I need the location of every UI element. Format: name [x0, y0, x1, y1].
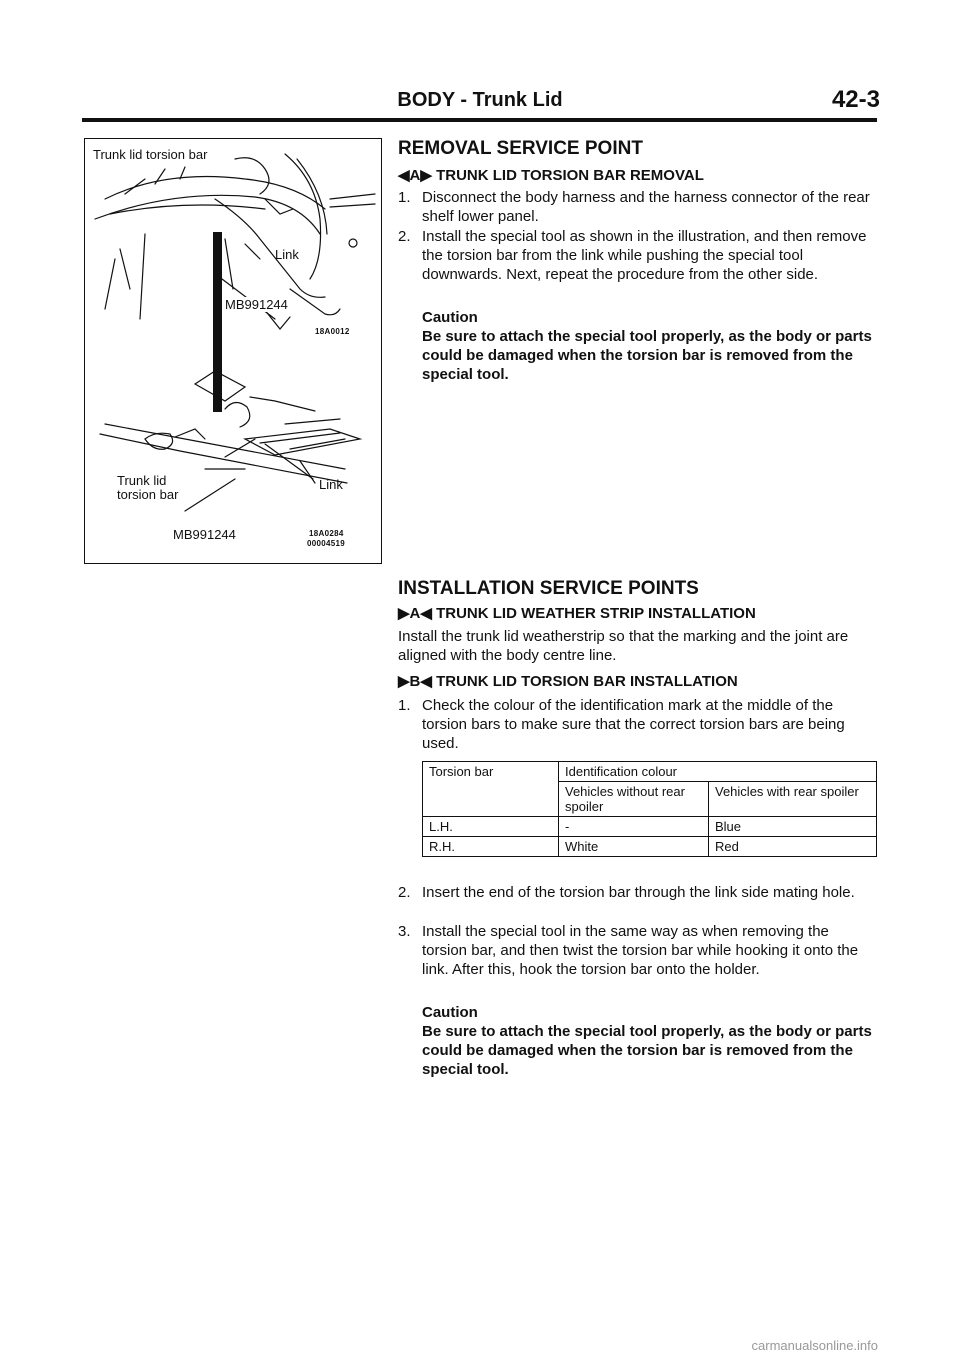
figure-code-bottom-2: 00004519 — [307, 539, 345, 548]
figure-code-bottom-1: 18A0284 — [309, 529, 344, 538]
removal-caution-text: Be sure to attach the special tool properly, as the body or parts could be damaged when the torsion bar is removed from the special tool. — [422, 328, 872, 383]
installation-step-1 — [398, 696, 878, 756]
removal-sub-prefix: ◀A▶ — [398, 167, 432, 184]
figure-label-trunk-lid: Trunk lid — [117, 473, 167, 488]
figure-label-link-top: Link — [275, 247, 299, 262]
footer-watermark: carmanualsonline.info — [751, 1338, 878, 1353]
table-cell: White — [559, 837, 709, 857]
removal-step-1-text: Disconnect the body harness and the harness connector of the rear shelf lower panel. — [422, 189, 870, 225]
removal-sub-text: TRUNK LID TORSION BAR REMOVAL — [436, 167, 704, 184]
removal-step-2-text: Install the special tool as shown in the illustration, and then remove the torsion bar from the link while pushing the special tool downwards. Next, repeat the procedure from the other side. — [422, 228, 867, 283]
table-cell: - — [559, 817, 709, 837]
installation-step-2-text: Insert the end of the torsion bar through the link side mating hole. — [422, 884, 855, 901]
figure-label-torsion-bar-bottom: torsion bar — [117, 487, 179, 502]
table-cell: L.H. — [423, 817, 559, 837]
table-header-without-spoiler: Vehicles without rear spoiler — [559, 782, 709, 817]
installation-sub-b-text: TRUNK LID TORSION BAR INSTALLATION — [436, 673, 738, 690]
illustration-frame — [84, 138, 382, 564]
table-cell: R.H. — [423, 837, 559, 857]
removal-step-2-number: 2. — [398, 228, 411, 245]
installation-heading: INSTALLATION SERVICE POINTS — [398, 578, 699, 599]
installation-step-1-number: 1. — [398, 697, 411, 714]
installation-step-2 — [398, 883, 878, 923]
installation-sub-b-prefix: ▶B◀ — [398, 673, 432, 690]
installation-step-3-number: 3. — [398, 923, 411, 940]
installation-subheading-a — [398, 604, 878, 622]
table-cell: Red — [709, 837, 877, 857]
table-header-torsion-bar: Torsion bar — [423, 762, 559, 817]
page-number: 42-3 — [831, 86, 880, 113]
removal-subheading — [398, 166, 878, 184]
table-row — [423, 762, 877, 782]
table-row — [423, 817, 877, 837]
removal-heading: REMOVAL SERVICE POINT — [398, 138, 643, 159]
figure-label-link-bottom: Link — [319, 477, 343, 492]
installation-sub-a-text: TRUNK LID WEATHER STRIP INSTALLATION — [436, 605, 756, 622]
removal-step-2 — [398, 227, 878, 307]
installation-sub-a-prefix: ▶A◀ — [398, 605, 432, 622]
installation-subheading-b — [398, 672, 878, 690]
header-rule — [82, 118, 877, 122]
table-header-identification: Identification colour — [559, 762, 877, 782]
installation-step-3-text: Install the special tool in the same way as when removing the torsion bar, and then twist the torsion bar while hooking it onto the link. After this, hook the torsion bar onto the holder. — [422, 923, 859, 978]
page-title: BODY - Trunk Lid — [397, 89, 563, 111]
figure-label-torsion-bar: Trunk lid torsion bar — [93, 147, 208, 162]
installation-step-1-text: Check the colour of the identification mark at the middle of the torsion bars to make sure that the correct torsion bars are being used. — [422, 697, 845, 752]
removal-caution-title: Caution — [422, 309, 478, 326]
removal-step-1 — [398, 188, 878, 228]
figure-code-top: 18A0012 — [315, 327, 350, 336]
installation-step-2-number: 2. — [398, 884, 411, 901]
removal-step-1-number: 1. — [398, 189, 411, 206]
installation-step-3 — [398, 922, 878, 1002]
figure-label-tool-bottom: MB991244 — [173, 527, 236, 542]
table-cell: Blue — [709, 817, 877, 837]
installation-caution-text: Be sure to attach the special tool properly, as the body or parts could be damaged when the torsion bar is removed from the special tool. — [422, 1023, 872, 1078]
table-row — [423, 837, 877, 857]
installation-a-body: Install the trunk lid weatherstrip so that the marking and the joint are aligned with the body centre line. — [398, 628, 849, 664]
table-header-with-spoiler: Vehicles with rear spoiler — [709, 782, 877, 817]
installation-caution-title: Caution — [422, 1004, 478, 1021]
identification-colour-table — [422, 761, 877, 857]
figure-label-tool-top: MB991244 — [225, 297, 288, 312]
